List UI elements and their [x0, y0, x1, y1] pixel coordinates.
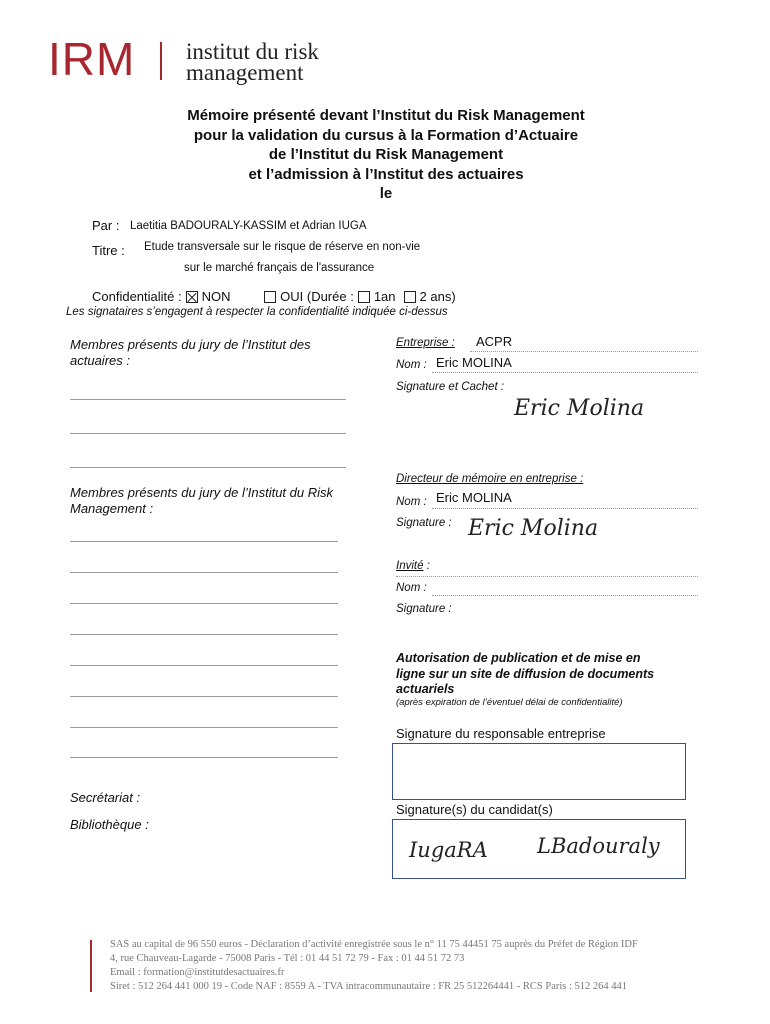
directeur-nom-line [432, 508, 698, 509]
invite-line [396, 576, 698, 577]
entreprise-line [470, 351, 698, 352]
autorisation-title [396, 651, 654, 698]
jury-line [70, 399, 346, 400]
responsable-signature-label: Signature du responsable entreprise [396, 726, 606, 741]
title-line: et l’admission à l’Institut des actuaires [248, 165, 524, 183]
entreprise-nom-label: Nom : [396, 359, 427, 371]
logo-line-1: institut du risk [186, 39, 319, 64]
logo-divider [160, 42, 162, 80]
bibliotheque-label: Bibliothèque : [70, 817, 149, 832]
entreprise-signature: Eric Molina [514, 396, 645, 421]
jury-line [70, 757, 338, 758]
titre-line-2: sur le marché français de l'assurance [184, 262, 375, 274]
candidats-signature-label: Signature(s) du candidat(s) [396, 802, 553, 817]
jury-actuaires-line-2: actuaires : [70, 353, 130, 368]
par-label: Par : [92, 218, 120, 233]
document-title [80, 106, 692, 204]
footer-line-3: Email : formation@institutdesactuaires.fr [110, 967, 285, 978]
logo-text [186, 41, 319, 83]
entreprise-nom-value[interactable]: Eric MOLINA [436, 355, 512, 370]
jury-line [70, 727, 338, 728]
invite-nom-label: Nom : [396, 582, 427, 594]
non-label: NON [201, 289, 231, 304]
candidat-signature-badouraly: LBadouraly [537, 834, 660, 858]
confidentialite-label: Confidentialité : [92, 289, 182, 304]
titre-label: Titre : [92, 243, 125, 258]
1an-label: 1an [373, 289, 396, 304]
invite-signature-label: Signature : [396, 603, 452, 615]
footer-line-1: SAS au capital de 96 550 euros - Déclaration d’activité enregistrée sous le n° 11 75 44451 75 auprès du Préfet de Région IDF [110, 939, 638, 950]
confidentialite-note: Les signataires s’engagent à respecter la confidentialité indiquée ci-dessus [66, 306, 448, 318]
directeur-nom-label: Nom : [396, 496, 427, 508]
jury-line [70, 572, 338, 573]
directeur-nom-value[interactable]: Eric MOLINA [436, 490, 512, 505]
jury-line [70, 665, 338, 666]
directeur-signature-label: Signature : [396, 517, 452, 529]
2ans-label: 2 ans) [419, 289, 456, 304]
footer-line-4: Siret : 512 264 441 000 19 - Code NAF : 8559 A - TVA intracommunautaire : FR 25 512264441 - RCS Paris : 512 264 441 [110, 981, 628, 992]
jury-actuaires-label [70, 337, 311, 369]
jury-irm-label [70, 485, 333, 517]
autorisation-line-1: Autorisation de publication et de mise en [396, 651, 641, 665]
responsable-signature-box[interactable] [392, 743, 686, 800]
titre-line-1: Etude transversale sur le risque de réserve en non-vie [144, 241, 421, 253]
jury-line [70, 433, 346, 434]
title-line: Mémoire présenté devant l’Institut du Risk Management [187, 107, 585, 124]
jury-line [70, 603, 338, 604]
logo-line-2: management [186, 60, 304, 85]
par-value: Laetitia BADOURALY-KASSIM et Adrian IUGA [130, 220, 367, 232]
directeur-label: Directeur de mémoire en entreprise : [396, 473, 584, 485]
entreprise-label: Entreprise : [396, 337, 455, 349]
entreprise-signature-label: Signature et Cachet : [396, 381, 505, 393]
candidat-signature-iuga: IugaRA [409, 838, 488, 862]
jury-line [70, 541, 338, 542]
candidats-signature-box[interactable] [392, 819, 686, 879]
autorisation-note: (après expiration de l’éventuel délai de confidentialité) [396, 697, 623, 708]
invite-row [396, 560, 430, 572]
entreprise-value[interactable]: ACPR [476, 334, 513, 349]
1an-checkbox[interactable] [358, 291, 370, 303]
jury-irm-line-1: Membres présents du jury de l’Institut du Risk [70, 485, 333, 500]
footer-divider [90, 940, 92, 992]
jury-line [70, 634, 338, 635]
jury-line [70, 467, 346, 468]
title-line: de l’Institut du Risk Management [268, 146, 504, 163]
title-line: le [379, 185, 393, 202]
invite-colon: : [426, 560, 430, 572]
oui-label: OUI (Durée : [280, 289, 354, 304]
jury-line [70, 696, 338, 697]
secretariat-label: Secrétariat : [70, 790, 141, 805]
invite-nom-line [432, 595, 698, 596]
footer [110, 938, 730, 994]
jury-actuaires-line-1: Membres présents du jury de l’Institut des [70, 337, 311, 352]
oui-checkbox[interactable] [264, 291, 276, 303]
autorisation-line-3: actuariels [396, 682, 455, 696]
jury-irm-line-2: Management : [70, 501, 154, 516]
autorisation-line-2: ligne sur un site de diffusion de documents [396, 666, 655, 681]
2ans-checkbox[interactable] [404, 291, 416, 303]
non-checkbox-checked[interactable] [186, 291, 198, 303]
title-line: pour la validation du cursus à la Formation d’Actuaire [193, 126, 579, 144]
directeur-signature: Eric Molina [468, 516, 599, 541]
irm-logo: IRM [48, 33, 136, 85]
confidentialite-row [92, 289, 456, 304]
footer-line-2: 4, rue Chauveau-Lagarde - 75008 Paris - Tél : 01 44 51 72 79 - Fax : 01 44 51 72 73 [110, 953, 465, 964]
entreprise-nom-line [432, 372, 698, 373]
invite-label: Invité [396, 560, 424, 572]
